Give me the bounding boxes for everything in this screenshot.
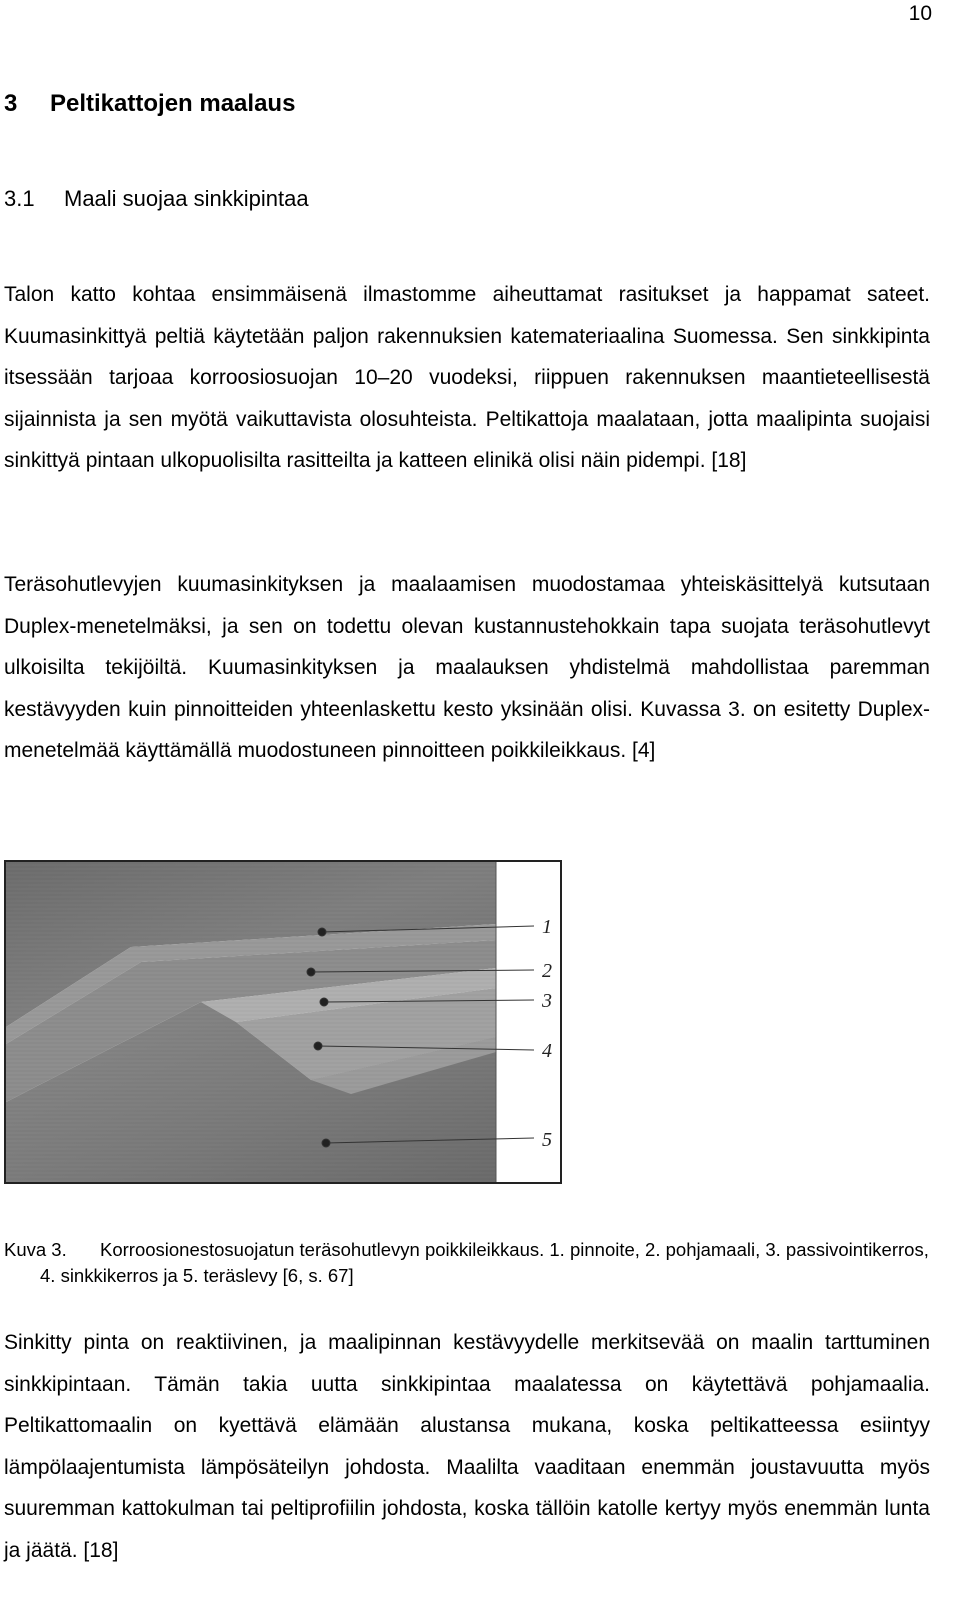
callout-dot-4 (314, 1042, 322, 1050)
callout-label-1: 1 (542, 916, 552, 938)
section-number: 3.1 (4, 186, 35, 211)
callout-dot-2 (307, 968, 315, 976)
paragraph-2: Teräsohutlevyjen kuumasinkityksen ja maalaamisen muodostamaa yhteiskäsittelyä kutsutaan Duplex-menetelmäksi, ja sen on todettu olevan kustannustehokkain tapa suojata teräsohutlevyt ulkoisilta tekijöiltä. Kuumasinkityksen ja maalauksen yhdistelmä mahdollistaa paremman kestävyyden kuin pinnoitteiden yhteenlaskettu kesto yksinään olisi. Kuvassa 3. on esitetty Duplex-menetelmää käyttämällä muodostuneen pinnoitteen poikkileikkaus. [4] (4, 573, 930, 762)
cross-section-figure (4, 860, 562, 1184)
paragraph-1: Talon katto kohtaa ensimmäisenä ilmastomme aiheuttamat rasitukset ja happamat sateet. Kuumasinkittyä peltiä käytetään paljon rakennuksien katemateriaalina Suomessa. Sen sinkkipinta itsessään tarjoaa korroosiosuojan 10–20 vuodeksi, riippuen rakennuksen maantieteellisestä sijainnista ja sen myötä vaikuttavista olosuhteista. Peltikattoja maalataan, jotta maalipinta suojaisi sinkittyä pintaan ulkopuolisilta rasitteilta ja katteen elinikä olisi näin pidempi. [18] (4, 283, 930, 472)
callout-label-5: 5 (542, 1129, 552, 1151)
section-heading (4, 186, 309, 212)
chapter-title: Peltikattojen maalaus (50, 90, 296, 117)
caption-text: Korroosionestosuojatun teräsohutlevyn poikkileikkaus. 1. pinnoite, 2. pohjamaali, 3. passivointikerros, 4. sinkkikerros ja 5. teräslevy [6, s. 67] (40, 1239, 929, 1286)
callout-label-2: 2 (542, 960, 552, 982)
caption-label: Kuva 3. (4, 1239, 67, 1260)
chapter-number: 3 (4, 90, 18, 117)
page-number: 10 (908, 2, 932, 25)
cross-section-illustration (6, 862, 560, 1182)
callout-dot-1 (318, 928, 326, 936)
section-title: Maali suojaa sinkkipintaa (64, 186, 309, 211)
callout-label-4: 4 (542, 1040, 552, 1062)
paragraph-3: Sinkitty pinta on reaktiivinen, ja maalipinnan kestävyydelle merkitsevää on maalin tarttuminen sinkkipintaan. Tämän takia uutta sinkkipintaa maalatessa on käytettävä pohjamaalia. Peltikattomaalin on kyettävä elämään alustansa mukana, koska peltikatteessa esiintyy lämpölaajentumista lämpösäteilyn johdosta. Maalilta vaaditaan enemmän joustavuutta myös suuremman kattokulman tai peltiprofiilin johdosta, koska tällöin katolle kertyy myös enemmän lunta ja jäätä. [18] (4, 1331, 930, 1562)
callout-label-3: 3 (542, 990, 552, 1012)
figure-caption (4, 1237, 930, 1289)
callout-dot-5 (322, 1139, 330, 1147)
chapter-heading (4, 90, 295, 118)
callout-dot-3 (320, 998, 328, 1006)
